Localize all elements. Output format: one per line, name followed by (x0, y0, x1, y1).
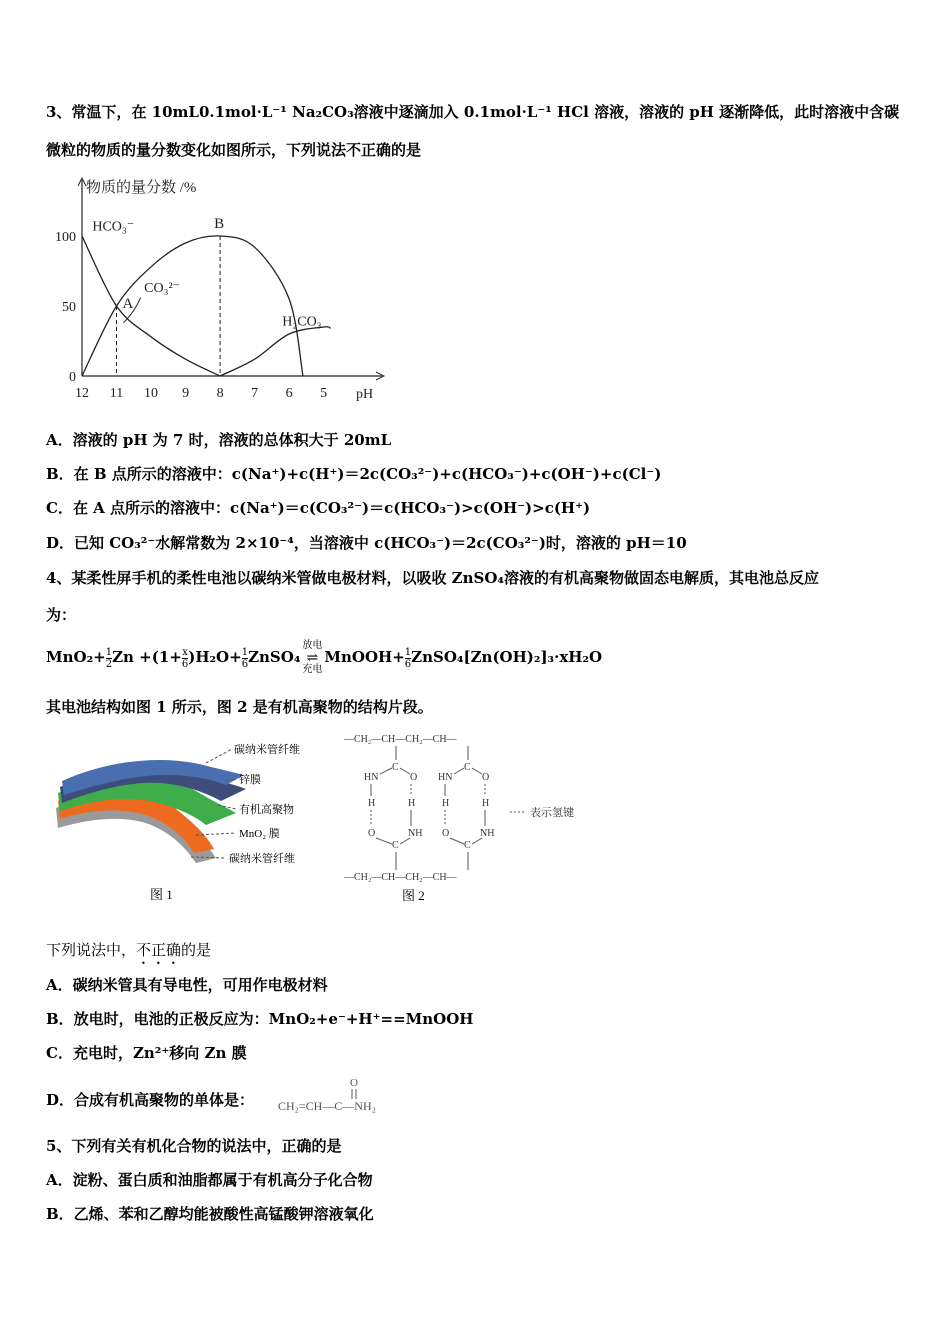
c-right-bottom: C (464, 840, 471, 851)
eq-frac2: $\frac{x}{6}$ (181, 646, 189, 670)
y-tick-label: 0 (69, 370, 76, 385)
eq-frac1: $\frac{1}{2}$ (105, 646, 113, 670)
series-hco3-label: HCO₃⁻ (92, 219, 135, 235)
q5-stem: 5、下列有关有机化合物的说法中，正确的是 (46, 1137, 342, 1155)
bond-right-c2-nh (472, 838, 482, 844)
y-tick-label: 50 (62, 300, 76, 315)
label-mno2: MnO₂ 膜 (239, 828, 280, 840)
arrow-bottom-label: 充电 (302, 664, 323, 675)
label-top-fiber: 碳纳米管纤维 (234, 744, 300, 756)
eq-frac4: $\frac{1}{6}$ (404, 646, 412, 670)
label-zinc: 锌膜 (239, 774, 261, 786)
q4-option-d: D．合成有机高聚物的单体是： (46, 1091, 255, 1109)
hbond-label: 表示氢键 (530, 807, 574, 819)
x-tick-label: 9 (182, 386, 190, 401)
o-right-bottom: O (442, 828, 450, 839)
question-post: 的是 (181, 941, 212, 959)
bond-left-c2-nh (400, 838, 410, 844)
hn-left: HN (364, 772, 379, 783)
q4-stem-line1: 4、某柔性屏手机的柔性电池以碳纳米管做电极材料，以吸收 ZnSO₄溶液的有机高聚物做固态电解质，其电池总反应 (46, 569, 819, 587)
x-axis-label: pH (356, 387, 374, 402)
q4-option-b: B．放电时，电池的正极反应为：MnO₂+e⁻+H⁺==MnOOH (46, 1010, 474, 1028)
h-right-2: H (482, 798, 490, 809)
series-co3-label: CO₃²⁻ (144, 281, 181, 296)
q3-option-d: D．已知 CO₃²⁻水解常数为 2×10⁻⁴，当溶液中 c(HCO₃⁻)＝2c(CO₃²⁻)时，溶液的 pH＝10 (46, 534, 687, 552)
reversible-arrow (302, 640, 322, 676)
c-left-bottom: C (392, 840, 399, 851)
bond-left-c-o (400, 768, 410, 774)
question-pre: 下列说法中， (46, 941, 137, 959)
series-co3-curve (82, 236, 220, 376)
o-left-top: O (410, 772, 418, 783)
bond-left-c2-o (376, 838, 392, 844)
q3-option-a: A．溶液的 pH 为 7 时，溶液的总体积大于 20mL (46, 431, 392, 449)
q3-option-b: B．在 B 点所示的溶液中：c(Na⁺)+c(H⁺)＝2c(CO₃²⁻)+c(HCO₃⁻)+c(OH⁻)+c(Cl⁻) (46, 465, 662, 483)
h-right-1: H (442, 798, 450, 809)
q3-stem-line1: 3、常温下，在 10mL0.1mol·L⁻¹ Na₂CO₃溶液中逐滴加入 0.1mol·L⁻¹ HCl 溶液，溶液的 pH 逐渐降低，此时溶液中含碳 (46, 103, 900, 121)
x-tick-label: 10 (144, 386, 159, 401)
eq-part6: ZnSO₄[Zn(OH)₂]₃·xH₂O (411, 648, 603, 666)
series-h2co3-curve (220, 327, 330, 376)
o-right-top: O (482, 772, 490, 783)
nh-left: NH (408, 828, 423, 839)
q3-option-c: C．在 A 点所示的溶液中：c(Na⁺)＝c(CO₃²⁻)＝c(HCO₃⁻)>c(OH⁻)>c(H⁺) (46, 499, 591, 517)
eq-part2: Zn +(1+ (112, 648, 182, 666)
o-left-bottom: O (368, 828, 376, 839)
x-tick-label: 12 (75, 386, 89, 401)
y-tick-label: 100 (55, 230, 76, 245)
bond-right-c-o (472, 768, 482, 774)
label-polymer: 有机高聚物 (239, 804, 294, 816)
battery-layers-illustration (56, 760, 246, 863)
q4-option-c: C．充电时，Zn²⁺移向 Zn 膜 (46, 1044, 247, 1062)
nh-right: NH (480, 828, 495, 839)
bottom-chain: —CH₂—CH—CH₂—CH— (344, 872, 457, 883)
eq-part1: MnO₂+ (46, 648, 106, 666)
fig2-caption: 图 2 (402, 888, 425, 903)
eq-frac3: $\frac{1}{6}$ (241, 646, 249, 670)
point-a-label: A (122, 296, 134, 312)
top-chain: —CH₂—CH—CH₂—CH— (344, 734, 457, 745)
equilibrium-arrow-icon: ⇌ (306, 650, 319, 666)
x-tick-label: 6 (285, 386, 293, 401)
q4-question (46, 940, 211, 968)
q4-equation (46, 638, 602, 676)
label-bottom-fiber: 碳纳米管纤维 (229, 853, 295, 865)
question-emphasis: 不正确 (136, 941, 182, 959)
x-tick-label: 5 (320, 386, 328, 401)
eq-part3: )H₂O+ (188, 648, 242, 666)
battery-structure-figure (46, 733, 326, 908)
q4-stem-line2: 为： (46, 606, 77, 624)
q4-structure-text: 其电池结构如图 1 所示，图 2 是有机高聚物的结构片段。 (46, 698, 433, 716)
q5-option-a: A．淀粉、蛋白质和油脂都属于有机高分子化合物 (46, 1171, 373, 1189)
species-fraction-chart (40, 172, 390, 412)
polymer-structure-figure (340, 728, 600, 908)
hn-right: HN (438, 772, 453, 783)
x-tick-label: 11 (109, 386, 124, 401)
h-left-1: H (368, 798, 376, 809)
bond-left-c-hn (380, 768, 392, 774)
monomer-formula: CH₂=CH—C—NH₂ (278, 1099, 376, 1113)
eq-part4: ZnSO₄ (248, 648, 301, 666)
x-tick-label: 8 (216, 386, 224, 401)
arrow-top-label: 放电 (302, 640, 323, 651)
y-axis-label: 物质的量分数 /% (86, 180, 197, 196)
series-h2co3-label: H₂CO₃ (282, 314, 322, 330)
c-left-top: C (392, 762, 399, 773)
leader-top-fiber (206, 749, 232, 763)
q3-stem-line2: 微粒的物质的量分数变化如图所示，下列说法不正确的是 (46, 141, 422, 159)
c-right-top: C (464, 762, 471, 773)
q4-option-a: A．碳纳米管具有导电性，可用作电极材料 (46, 976, 328, 994)
fig1-caption: 图 1 (150, 887, 173, 902)
eq-part5: MnOOH+ (324, 648, 405, 666)
monomer-structure (276, 1074, 406, 1116)
x-tick-label: 7 (251, 386, 259, 401)
point-b-label: B (214, 216, 225, 232)
h-left-2: H (408, 798, 416, 809)
series-hco3-curve (82, 236, 303, 376)
bond-right-c2-o (450, 838, 464, 844)
bond-right-c-hn (454, 768, 464, 774)
monomer-o: O (350, 1077, 358, 1089)
q5-option-b: B．乙烯、苯和乙醇均能被酸性高锰酸钾溶液氧化 (46, 1205, 374, 1223)
